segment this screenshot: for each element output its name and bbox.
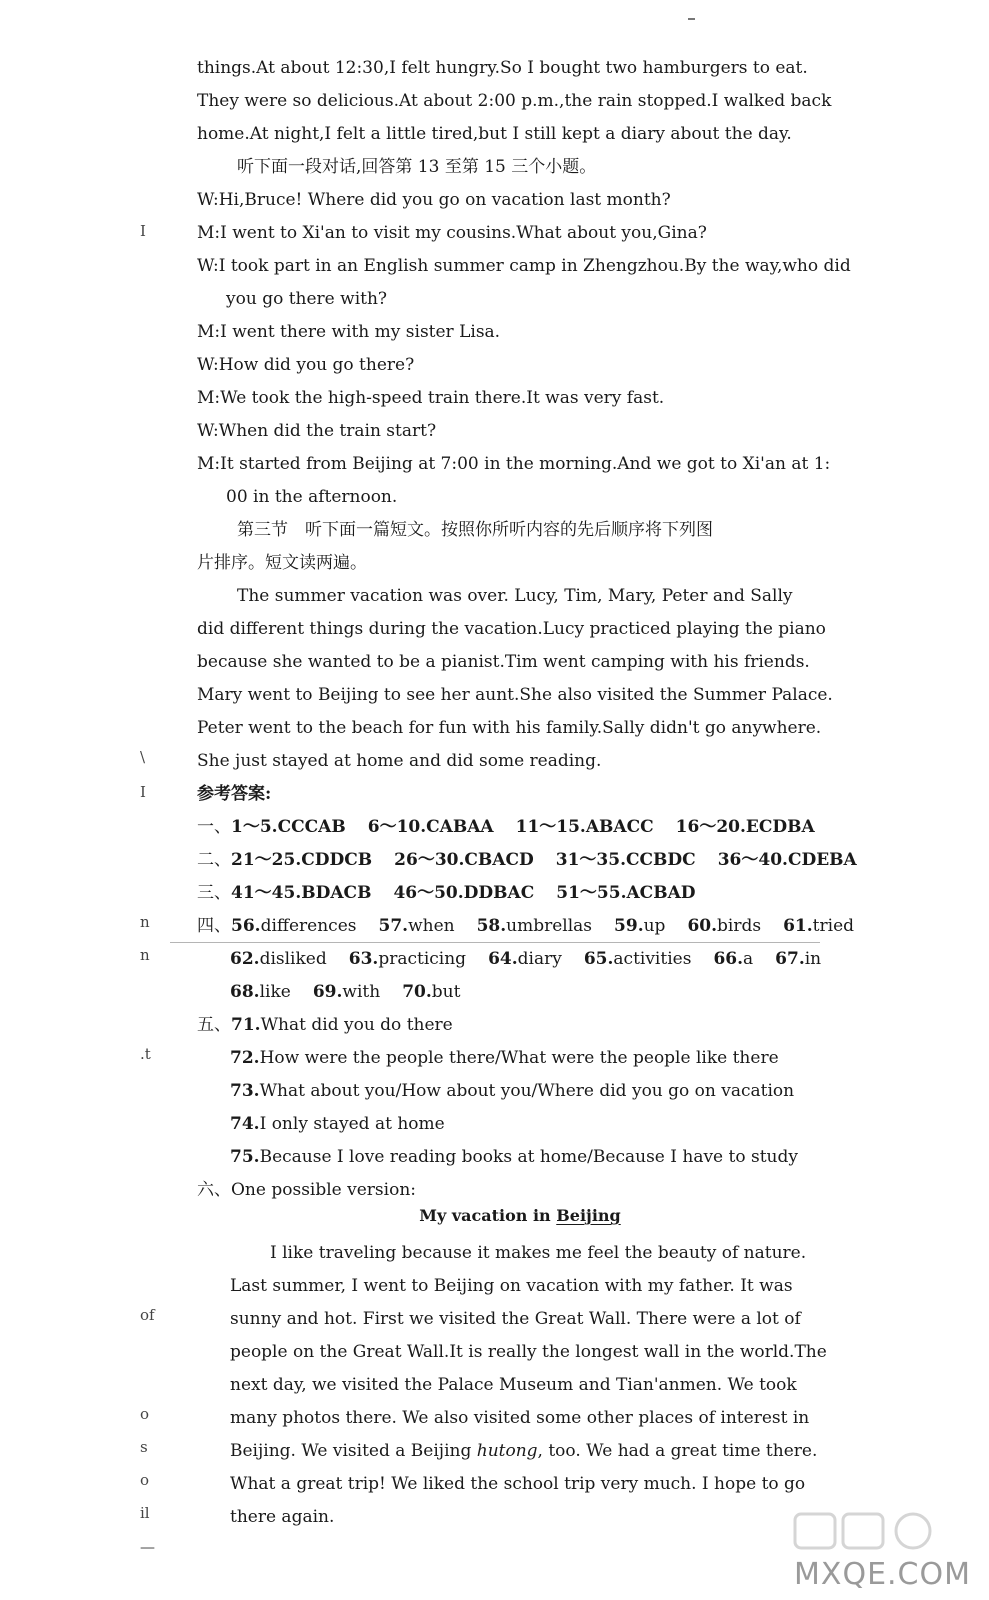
answers-heading: 参考答案: bbox=[197, 784, 272, 804]
dialogue-line: M:We took the high-speed train there.It was very fast. bbox=[197, 388, 665, 408]
essay-line: many photos there. We also visited some other places of interest in bbox=[230, 1408, 810, 1428]
part-prefix: 一、 bbox=[197, 817, 231, 837]
margin-mark: n bbox=[140, 946, 150, 964]
margin-mark: — bbox=[140, 1538, 155, 1556]
margin-mark: .t bbox=[140, 1045, 151, 1063]
section-instruction: 听下面一段对话,回答第 13 至第 15 三个小题。 bbox=[237, 157, 597, 177]
section-instruction: 第三节 听下面一篇短文。按照你所听内容的先后顺序将下列图 bbox=[237, 520, 713, 540]
dialogue-line: 00 in the afternoon. bbox=[226, 487, 398, 507]
dialogue-line: W:I took part in an English summer camp in Zhengzhou.By the way,who did bbox=[197, 256, 851, 276]
answer-row-part1: 一、1～5.CCCAB 6～10.CABAA 11～15.ABACC 16～20.ECDBA bbox=[197, 817, 815, 837]
margin-mark: o bbox=[140, 1471, 150, 1489]
page-mark bbox=[688, 18, 695, 20]
dialogue-line: you go there with? bbox=[226, 289, 388, 309]
section-instruction: 片排序。短文读两遍。 bbox=[197, 553, 367, 573]
essay-line: next day, we visited the Palace Museum and Tian'anmen. We took bbox=[230, 1375, 797, 1395]
answer-row-part5: 75.Because I love reading books at home/Because I have to study bbox=[230, 1147, 798, 1167]
essay-line: I like traveling because it makes me feel the beauty of nature. bbox=[270, 1243, 807, 1263]
dialogue-line: M:It started from Beijing at 7:00 in the morning.And we got to Xi'an at 1: bbox=[197, 454, 831, 474]
margin-mark: \ bbox=[140, 748, 146, 766]
margin-mark: I bbox=[140, 783, 146, 801]
passage-line: The summer vacation was over. Lucy, Tim, Mary, Peter and Sally bbox=[237, 586, 793, 606]
part-prefix: 四、 bbox=[197, 916, 231, 936]
part-prefix: 五、 bbox=[197, 1015, 231, 1035]
answer-row-part5: 73.What about you/How about you/Where did you go on vacation bbox=[230, 1081, 795, 1101]
dialogue-line: W:When did the train start? bbox=[197, 421, 437, 441]
passage-line: Peter went to the beach for fun with his family.Sally didn't go anywhere. bbox=[197, 718, 822, 738]
essay-line: What a great trip! We liked the school trip very much. I hope to go bbox=[230, 1474, 806, 1494]
part-prefix: 二、 bbox=[197, 850, 231, 870]
essay-line: there again. bbox=[230, 1507, 335, 1527]
margin-mark: of bbox=[140, 1306, 155, 1324]
dialogue-line: W:How did you go there? bbox=[197, 355, 415, 375]
passage-line: Mary went to Beijing to see her aunt.She also visited the Summer Palace. bbox=[197, 685, 833, 705]
answer-row-part5: 74.I only stayed at home bbox=[230, 1114, 445, 1134]
margin-mark: il bbox=[140, 1504, 150, 1522]
margin-mark: s bbox=[140, 1438, 148, 1456]
answer-row-part6: 六、One possible version: bbox=[197, 1180, 416, 1200]
answer-row-part3: 三、41～45.BDACB 46～50.DDBAC 51～55.ACBAD bbox=[197, 883, 696, 903]
watermark-text: MXQE.COM bbox=[794, 1557, 971, 1592]
essay-line: Beijing. We visited a Beijing hutong, too. We had a great time there. bbox=[230, 1441, 818, 1461]
script-line: They were so delicious.At about 2:00 p.m.,the rain stopped.I walked back bbox=[197, 91, 832, 111]
script-line: things.At about 12:30,I felt hungry.So I bought two hamburgers to eat. bbox=[197, 58, 808, 78]
passage-line: because she wanted to be a pianist.Tim went camping with his friends. bbox=[197, 652, 810, 672]
dialogue-line: M:I went there with my sister Lisa. bbox=[197, 322, 501, 342]
passage-line: She just stayed at home and did some reading. bbox=[197, 751, 602, 771]
part-prefix: 三、 bbox=[197, 883, 231, 903]
answer-row-part4: 四、56.differences 57.when 58.umbrellas 59.up 60.birds 61.tried bbox=[197, 916, 855, 936]
dialogue-line: M:I went to Xi'an to visit my cousins.What about you,Gina? bbox=[197, 223, 707, 243]
dialogue-line: W:Hi,Bruce! Where did you go on vacation last month? bbox=[197, 190, 671, 210]
answer-row-part5: 72.How were the people there/What were the people like there bbox=[230, 1048, 779, 1068]
essay-title: My vacation in Beijing bbox=[419, 1206, 621, 1225]
margin-mark: I bbox=[140, 222, 146, 240]
essay-line: people on the Great Wall.It is really the longest wall in the world.The bbox=[230, 1342, 827, 1362]
answer-row-part2: 二、21～25.CDDCB 26～30.CBACD 31～35.CCBDC 36～40.CDEBA bbox=[197, 850, 857, 870]
answer-row-part4-cont: 62.disliked 63.practicing 64.diary 65.activities 66.a 67.in bbox=[230, 949, 822, 969]
answer-row-part4-cont: 68.like 69.with 70.but bbox=[230, 982, 461, 1002]
margin-mark: o bbox=[140, 1405, 150, 1423]
passage-line: did different things during the vacation.Lucy practiced playing the piano bbox=[197, 619, 826, 639]
essay-line: sunny and hot. First we visited the Great Wall. There were a lot of bbox=[230, 1309, 801, 1329]
essay-line: Last summer, I went to Beijing on vacation with my father. It was bbox=[230, 1276, 793, 1296]
margin-mark: n bbox=[140, 913, 150, 931]
script-line: home.At night,I felt a little tired,but I still kept a diary about the day. bbox=[197, 124, 792, 144]
part-prefix: 六、 bbox=[197, 1180, 231, 1200]
answer-row-part5: 五、71.What did you do there bbox=[197, 1015, 453, 1035]
